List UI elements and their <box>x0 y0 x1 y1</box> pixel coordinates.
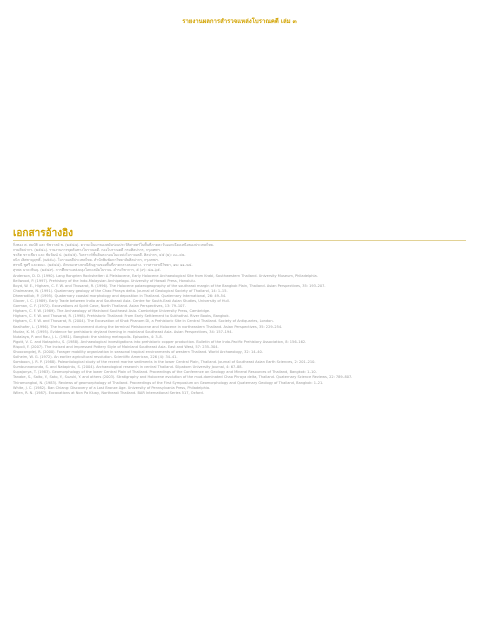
reference-entry: สุรพล นาถะพินธุ. (๒๕๔๙). การศึกษาแหล่งถลุงโลหะสมัยโบราณ. ดำรงวิชาการ, ๕ (๙): ๔๗–๖๕. <box>13 268 161 273</box>
reference-entry: Higham, C. F. W. and Thosarat, R. (2004). The Excavation of Khok Phanom Di, a Prehistoric Site in Central Thailand. Society of Antiquaries, London. <box>13 319 274 324</box>
reference-entry: Glover, I. C. (1989). Early Trade between India and Southeast Asia. Centre for South-East Asian Studies, University of Hull. <box>13 299 230 304</box>
reference-entry: กิ่งทอง ศ. สมบัติ และ ชัชวาลย์ ช. (๒๕๔๗). ความเป็นมาของสมัยก่อนประวัติศาสตร์ในพื้นที่ภาคตะวันออกเฉียงเหนือของประเทศไทย. <box>13 243 215 247</box>
reference-entry: Higham, C. F. W. (1989). The Archaeology of Mainland Southeast Asia. Cambridge University Press, Cambridge. <box>13 309 211 314</box>
reference-entry: Thiramongkol, N. (1983). Reviews of geomorphology of Thailand. Proceedings of the First Symposium on Geomorphology and Quaternary Geology of Thailand, Bangkok: 1–21. <box>13 380 324 385</box>
section-divider <box>13 240 466 241</box>
reference-entry: Sumbunnanonda, S. and Natapintu, S. (2004). Archaeological research in central Thailand. Silpakorn University Journal, 4: 67–88. <box>13 365 243 370</box>
reference-entry: Pigott, V. C. and Natapintu, S. (1988). Archaeological investigations into prehistoric copper production. Bulletin of the Indo-Pacific Prehistory Association, 8: 156–162. <box>13 339 307 344</box>
reference-entry: ชวลิต ขาวเขียว และ ชัยวัฒน์ ป. (๒๕๔๕). วิเคราะห์ชั้นดินตะกอนในแหล่งโบราณคดี. ศิลปากร, ๔๕ (๒): ๓๐–๔๒. <box>13 253 186 258</box>
reference-list <box>13 243 468 396</box>
reference-entry: Shoocongdej, R. (2000). Forager mobility organization in seasonal tropical environments of western Thailand. World Archaeology, 32: 14–40. <box>13 349 263 354</box>
reference-entry: Mudar, K. M. (1995). Evidence for prehistoric dryland farming in mainland Southeast Asia. Asian Perspectives, 34: 157–194. <box>13 329 233 334</box>
reference-entry: Wilen, R. N. (1987). Excavations at Non Pa Kluay, Northeast Thailand. BAR International Series 517, Oxford. <box>13 390 204 395</box>
reference-entry: Boyd, W. E., Higham, C. F. W. and Thosarat, R. (1996). The Holocene palaeogeography of the southeast margin of the Bangkok Plain, Thailand. Asian Perspectives, 35: 193–207. <box>13 283 326 288</box>
reference-entry: Chaimanee, N. (1991). Quaternary geology of the Chao Phraya delta. Journal of Geological Society of Thailand, 14: 1–15. <box>13 288 228 293</box>
section-title: เอกสารอ้างอิง <box>13 228 73 239</box>
reference-entry: Solheim, W. G. (1972). An earlier agricultural revolution. Scientific American, 226 (4): 34–41. <box>13 355 178 360</box>
reference-entry: Kealhofer, L. (1996). The human environment during the terminal Pleistocene and Holocene in northeastern Thailand. Asian Perspectives, 35: 229–254. <box>13 324 283 329</box>
reference-entry: Supajanya, T. (1983). Geomorphology of the lower Central Plain of Thailand. Proceedings of the Conference on Geology and Mineral Resources of Thailand, Bangkok: 1–10. <box>13 370 317 375</box>
reference-entry: White, J. C. (1982). Ban Chiang: Discovery of a Lost Bronze Age. University of Pennsylvania Press, Philadelphia. <box>13 385 211 390</box>
reference-entry: Bellwood, P. (1997). Prehistory of the Indo-Malaysian Archipelago. University of Hawaii Press, Honolulu. <box>13 278 196 283</box>
reference-entry: Tanabe, S., Saito, Y., Sato, Y., Suzuki, Y. and others (2003). Stratigraphy and Holocene evolution of the mud-dominated Chao Phraya delta, Thailand. Quaternary Science Reviews, 22: 789–807. <box>13 375 353 380</box>
running-title: รายงานผลการสำรวจแหล่งโบราณคดี เล่ม ๓ <box>182 18 297 25</box>
reference-entry: Higham, C. F. W. and Thosarat, R. (1998). Prehistoric Thailand: From Early Settlement to Sukhothai. River Books, Bangkok. <box>13 314 230 319</box>
reference-entry: Rispoli, F. (2007). The Incised and Impressed Pottery Style of Mainland Southeast Asia. East and West, 57: 235–304. <box>13 344 219 349</box>
reference-entry: Somboon, J. R. P. (1988). Paleontological study of the recent marine sediments in the lower Central Plain, Thailand. Journal of Southeast Asian Earth Sciences, 2: 201–210. <box>13 360 316 365</box>
reference-entry: Dheeradilok, P. (1995). Quaternary coastal morphology and deposition in Thailand. Quaternary International, 26: 49–54. <box>13 293 227 298</box>
reference-entry: พรรณี ชูศรี และคณะ. (๒๕๔๘). ลักษณะทางธรณีสัณฐานของพื้นที่ภาคกลางตอนล่าง. วารสารธรณีวิทยา, ๑๒: ๑๑–๒๔. <box>13 263 193 268</box>
reference-entry: กรมศิลปากร. (๒๕๔๐). รายงานการขุดค้นทางโบราณคดี. กองโบราณคดี กรมศิลปากร, กรุงเทพฯ. <box>13 248 161 253</box>
reference-entry: Nutalaya, P. and Rau, J. L. (1981). Bangkok: the sinking metropolis. Episodes, 4: 3–8. <box>13 334 163 339</box>
reference-entry: ธนิก เลิศชาญฤทธิ์. (๒๕๕๐). โบราณคดีประเทศไทย. สำนักพิมพ์มหาวิทยาลัยศิลปากร, กรุงเทพฯ. <box>13 258 159 263</box>
reference-entry: Anderson, D. D. (1990). Lang Rongrien Rockshelter: A Pleistocene, Early Holocene Archaeological Site from Krabi, Southwestern Thailand. University Museum, Philadelphia. <box>13 273 318 278</box>
reference-entry: Gorman, C. F. (1972). Excavations at Spirit Cave, North Thailand. Asian Perspectives, 13: 79–107. <box>13 304 186 309</box>
